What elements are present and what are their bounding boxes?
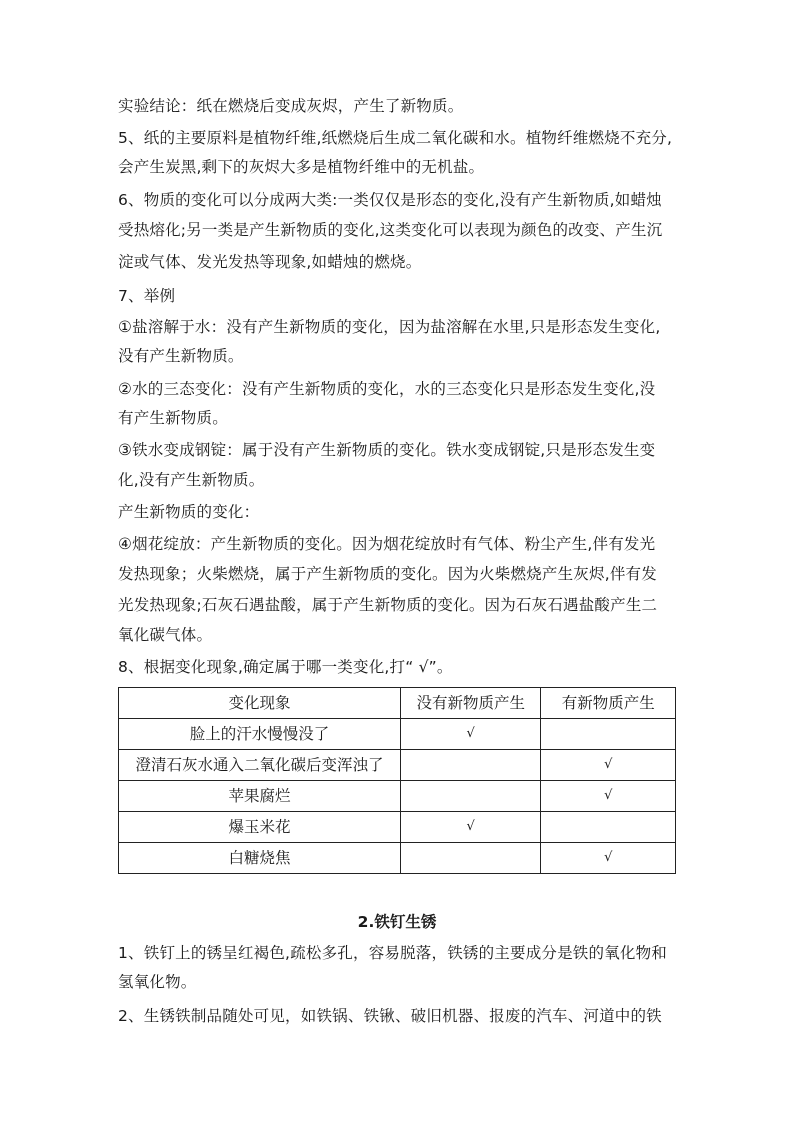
section-heading: 2.铁钉生锈 [357,913,437,931]
phenomenon-cell: 苹果腐烂 [119,781,401,812]
phenomenon-cell: 白糖烧焦 [119,843,401,874]
table-row [119,750,676,781]
text-line: ①盐溶解于水：没有产生新物质的变化，因为盐溶解在水里,只是形态发生变化, [118,318,661,336]
text-line: 8、根据变化现象,确定属于哪一类变化,打“ √”。 [118,658,453,676]
text-line: 受热熔化;另一类是产生新物质的变化,这类变化可以表现为颜色的改变、产生沉 [118,221,663,239]
new-substance-cell [541,719,676,750]
text-line: 6、物质的变化可以分成两大类:一类仅仅是形态的变化,没有产生新物质,如蜡烛 [118,191,662,209]
phenomenon-cell: 爆玉米花 [119,812,401,843]
phenomenon-cell: 脸上的汗水慢慢没了 [119,719,401,750]
text-line: 1、铁钉上的锈呈红褐色,疏松多孔，容易脱落，铁锈的主要成分是铁的氧化物和 [118,944,667,962]
no-new-substance-cell [400,843,541,874]
text-line: 有产生新物质。 [118,409,228,427]
no-new-substance-cell [400,750,541,781]
table-row [119,719,676,750]
new-substance-cell: √ [541,750,676,781]
text-line: ②水的三态变化：没有产生新物质的变化，水的三态变化只是形态发生变化,没 [118,380,656,398]
no-new-substance-cell: √ [400,812,541,843]
table-row [119,843,676,874]
text-line: 2、生锈铁制品随处可见，如铁锅、铁锹、破旧机器、报废的汽车、河道中的铁 [118,1007,662,1025]
text-line: 会产生炭黑,剩下的灰烬大多是植物纤维中的无机盐。 [118,158,485,176]
table-header-cell: 没有新物质产生 [400,688,541,719]
new-substance-cell: √ [541,843,676,874]
classification-table [118,687,676,874]
phenomenon-cell: 澄清石灰水通入二氧化碳后变浑浊了 [119,750,401,781]
table-header-cell: 有新物质产生 [541,688,676,719]
no-new-substance-cell [400,781,541,812]
text-line: 发热现象；火柴燃烧，属于产生新物质的变化。因为火柴燃烧产生灰烬,伴有发 [118,565,657,583]
text-line: 产生新物质的变化： [118,503,260,521]
no-new-substance-cell: √ [400,719,541,750]
table-header-cell: 变化现象 [119,688,401,719]
text-line: 5、纸的主要原料是植物纤维,纸燃烧后生成二氧化碳和水。植物纤维燃烧不充分, [118,129,673,147]
text-line: 7、举例 [118,287,176,305]
new-substance-cell: √ [541,781,676,812]
text-line: 实验结论：纸在燃烧后变成灰烬，产生了新物质。 [118,97,464,115]
text-line: ③铁水变成钢锭：属于没有产生新物质的变化。铁水变成钢锭,只是形态发生变 [118,441,656,459]
text-line: 淀或气体、发光发热等现象,如蜡烛的燃烧。 [118,253,422,271]
table-row [119,781,676,812]
new-substance-cell [541,812,676,843]
text-line: 氢氧化物。 [118,973,197,991]
text-line: 化,没有产生新物质。 [118,471,265,489]
text-line: 没有产生新物质。 [118,347,244,365]
table-header-row [119,688,676,719]
text-line: 光发热现象;石灰石遇盐酸，属于产生新物质的变化。因为石灰石遇盐酸产生二 [118,596,658,614]
text-line: 氧化碳气体。 [118,626,213,644]
table-row [119,812,676,843]
text-line: ④烟花绽放：产生新物质的变化。因为烟花绽放时有气体、粉尘产生,伴有发光 [118,535,656,553]
